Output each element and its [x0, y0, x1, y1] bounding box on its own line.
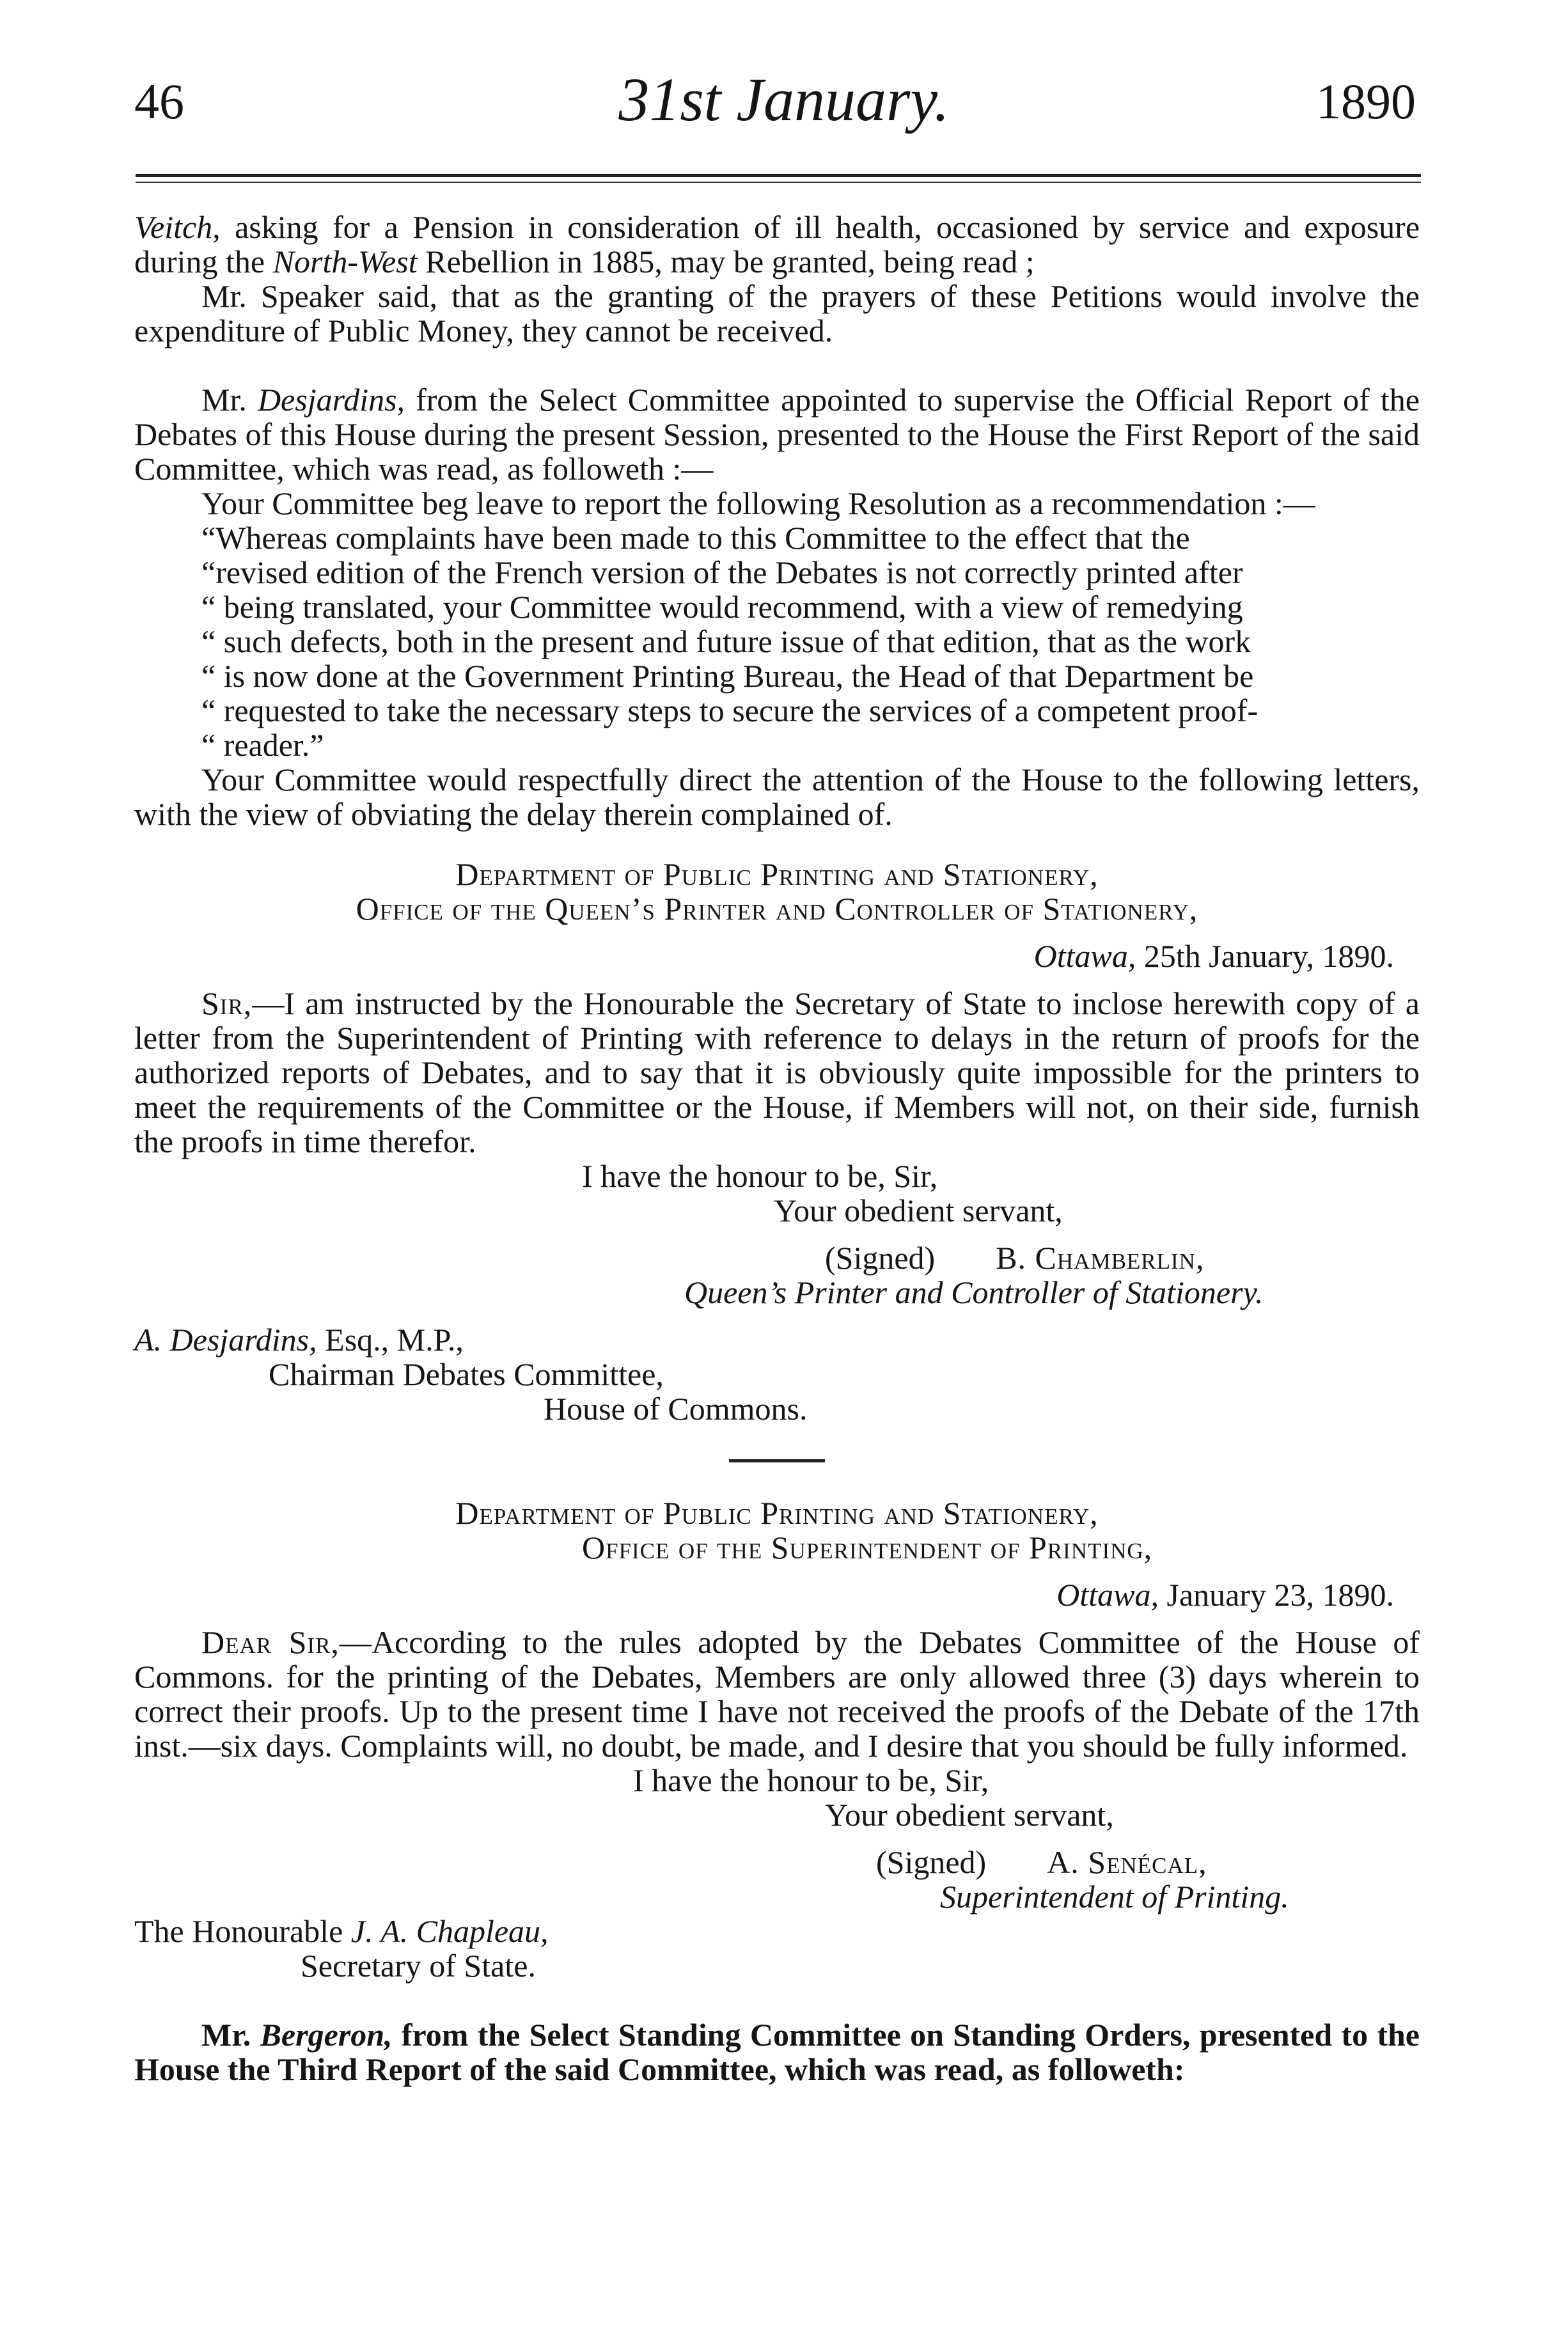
- header-rule-thin: [136, 182, 1421, 183]
- letter-1-signature: [134, 1241, 1420, 1275]
- letter-1-addressee: [134, 1322, 1420, 1357]
- letter-2-signed: (Signed): [876, 1844, 987, 1880]
- mr-prefix: Mr.: [201, 382, 247, 418]
- letter-2-signer: A. Senécal,: [1047, 1844, 1207, 1880]
- letter-1-text: —I am instructed by the Honourable the Secretary of State to inclose herewith copy of a letter from the Superintendent of Printing with reference to delays in the return of proofs for the authorized reports of Debates, and to say that it is obviously quite impossible for the printers to meet the requirements of the Committee or the House, if Members will not, on their side, furnish the proofs in time therefor.: [134, 985, 1420, 1159]
- petition-paragraph: [134, 210, 1420, 279]
- desjardins-intro-text: from the Select Committee appointed to supervise the Official Report of the Debates of this House during the present Session, presented to the House the First Report of the said Committee, which was read, as followeth :—: [134, 382, 1420, 487]
- resolution-line: “ being translated, your Committee would recommend, with a view of remedying: [201, 589, 1243, 625]
- resolution-line: “ such defects, both in the present and future issue of that edition, that as the work: [201, 623, 1251, 659]
- letter-2-place: Ottawa,: [1056, 1577, 1159, 1613]
- letter-1-body: [134, 986, 1420, 1159]
- mr-prefix: Mr.: [201, 2017, 251, 2053]
- letter-1-salutation: Sir,: [201, 985, 253, 1021]
- petition-text-2: Rebellion in 1885, may be granted, being read ;: [425, 244, 1035, 279]
- letter-1-signed: (Signed): [825, 1240, 936, 1276]
- member-name-bergeron: Bergeron,: [260, 2017, 393, 2053]
- letter-2: [134, 1496, 1420, 1983]
- letter-2-addressee-name: J. A. Chapleau,: [350, 1913, 549, 1949]
- letter-2-signer-title: Superintendent of Printing.: [940, 1879, 1289, 1915]
- member-name-desjardins: Desjardins,: [257, 382, 405, 418]
- page-date-heading: 31st January.: [618, 65, 950, 134]
- bergeron-intro-text: from the Select Standing Committee on Standing Orders, presented to the House the Third Report of the said Committee, which was read, as followeth:: [134, 2017, 1420, 2087]
- letter-1-place: Ottawa,: [1033, 938, 1136, 974]
- bergeron-report-intro: [134, 2017, 1420, 2087]
- letter-2-closing-2: Your obedient servant,: [825, 1797, 1114, 1833]
- resolution-line: “ requested to take the necessary steps to secure the services of a competent proof-: [201, 693, 1258, 728]
- resolution-line: “Whereas complaints have been made to this Committee to the effect that the: [201, 520, 1190, 556]
- section-separator: [729, 1459, 825, 1462]
- letter-2-addressee: [134, 1914, 1420, 1948]
- committee-attention: Your Committee would respectfully direct the attention of the House to the following letters, with the view of obviating the delay therein complained of.: [134, 762, 1420, 832]
- journal-body: [134, 210, 1420, 2087]
- letter-2-text: —According to the rules adopted by the Debates Committee of the House of Commons. for the printing of the Debates, Members are only allowed three (3) days wherein to correct their proofs. Up to the present time I have not received the proofs of the Debate of the 17th inst.—six days. Complaints will, no doubt, be made, and I desire that you should be fully informed.: [134, 1624, 1420, 1764]
- letter-2-addressee-prefix: The Honourable: [134, 1913, 343, 1949]
- letter-2-signature: [134, 1845, 1420, 1879]
- letter-1-office: Office of the Queen’s Printer and Controller of Stationery,: [356, 891, 1198, 927]
- letter-1-date: 25th January, 1890.: [1143, 938, 1394, 974]
- letter-2-addressee-line-2: Secretary of State.: [301, 1948, 536, 1984]
- letter-2-closing-1: I have the honour to be, Sir,: [633, 1762, 989, 1798]
- letter-2-dateline: [134, 1578, 1420, 1612]
- letter-1: [134, 857, 1420, 1426]
- letter-2-salutation: Dear Sir,: [201, 1624, 340, 1660]
- header-rule-thick: [136, 174, 1421, 177]
- letter-1-addressee-line-3: House of Commons.: [544, 1391, 808, 1427]
- speaker-ruling: Mr. Speaker said, that as the granting of the prayers of these Petitions would involve the expenditure of Public Money, they cannot be received.: [134, 278, 1420, 349]
- page-number: 46: [134, 74, 184, 129]
- page-year: 1890: [1316, 74, 1416, 129]
- resolution-line: “ reader.”: [201, 727, 324, 763]
- letter-1-addressee-line-2: Chairman Debates Committee,: [269, 1356, 664, 1392]
- letter-1-dateline: [134, 939, 1420, 973]
- resolution-line: “revised edition of the French version of the Debates is not correctly printed after: [201, 554, 1243, 590]
- letter-1-addressee-suffix: Esq., M.P.,: [325, 1322, 464, 1358]
- letter-2-department: Department of Public Printing and Stationery,: [455, 1495, 1099, 1531]
- letter-2-body: [134, 1625, 1420, 1763]
- letter-1-department: Department of Public Printing and Stationery,: [455, 856, 1099, 892]
- resolution-line: “ is now done at the Government Printing Bureau, the Head of that Department be: [201, 658, 1254, 694]
- petition-text-1: asking for a Pension in consideration of ill health, occasioned by service and exposure during the: [134, 209, 1420, 279]
- letter-2-office: Office of the Superintendent of Printing,: [582, 1530, 1153, 1565]
- letter-1-addressee-name: A. Desjardins,: [134, 1322, 317, 1358]
- petitioner-name: Veitch,: [134, 209, 221, 245]
- letter-2-date: January 23, 1890.: [1166, 1577, 1394, 1613]
- letter-1-signer: B. Chamberlin,: [996, 1240, 1205, 1276]
- letter-1-closing-1: I have the honour to be, Sir,: [582, 1158, 938, 1194]
- north-west-term: North-West: [272, 244, 418, 279]
- committee-leave: Your Committee beg leave to report the following Resolution as a recommendation :—: [201, 485, 1315, 521]
- desjardins-report-intro: [134, 382, 1420, 486]
- resolution-quote: [134, 521, 1420, 762]
- letter-1-closing-2: Your obedient servant,: [774, 1193, 1063, 1228]
- letter-1-signer-title: Queen’s Printer and Controller of Stationery.: [684, 1274, 1264, 1310]
